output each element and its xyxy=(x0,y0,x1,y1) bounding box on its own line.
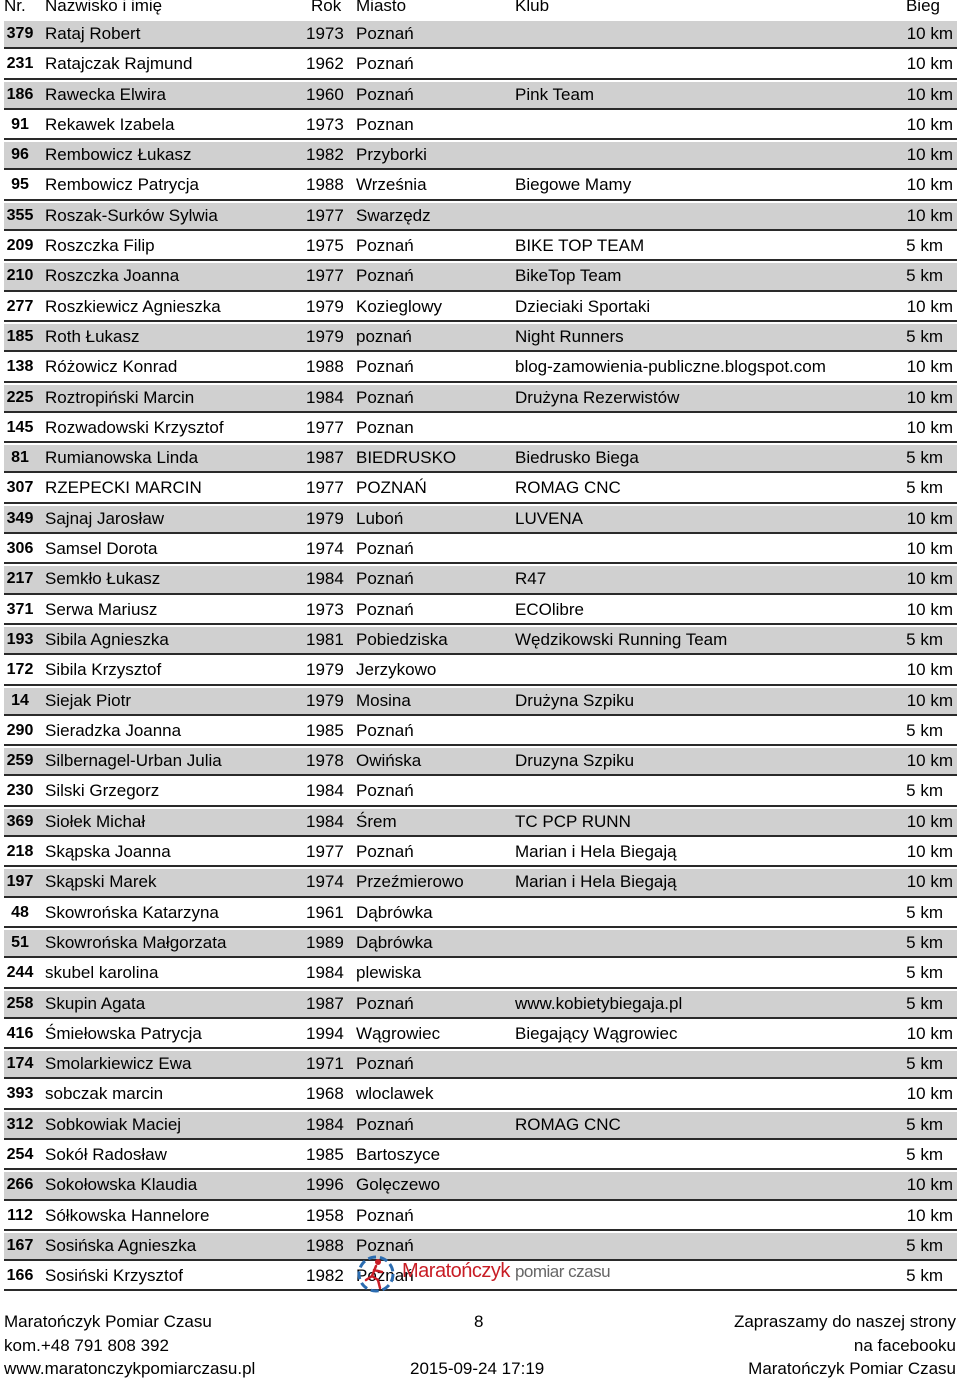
bib-number: 138 xyxy=(6,358,34,376)
participant-name: Roszkiewicz Agnieszka xyxy=(45,296,221,316)
participant-name: Sibila Agnieszka xyxy=(45,629,169,649)
city: Poznań xyxy=(356,24,414,43)
table-row xyxy=(4,688,957,716)
table-row xyxy=(4,960,957,988)
participant-name: Skupin Agata xyxy=(45,993,146,1013)
table-row xyxy=(4,718,957,746)
table-row xyxy=(4,869,957,897)
bib-number: 259 xyxy=(6,752,34,770)
participant-name: Sokół Radosław xyxy=(45,1144,167,1164)
bib-number: 355 xyxy=(6,206,34,224)
participant-name: Siejak Piotr xyxy=(45,690,131,710)
bib-number: 218 xyxy=(6,843,34,861)
race-distance: 10 km xyxy=(906,842,953,862)
city: Poznań xyxy=(356,54,414,74)
race-distance: 10 km xyxy=(906,1084,953,1104)
race-distance: 10 km xyxy=(906,1205,953,1225)
bib-number: 254 xyxy=(6,1145,34,1163)
table-row xyxy=(4,1203,957,1231)
club: R47 xyxy=(515,569,547,589)
table-row xyxy=(4,172,957,200)
birth-year: 1979 xyxy=(306,326,344,346)
birth-year: 1977 xyxy=(306,842,344,862)
birth-year: 1974 xyxy=(306,539,344,559)
race-distance: 5 km xyxy=(906,629,943,649)
birth-year: 1989 xyxy=(306,932,344,952)
bib-number: 349 xyxy=(6,509,34,527)
race-distance: 5 km xyxy=(906,1235,943,1255)
race-distance: 5 km xyxy=(906,902,943,922)
birth-year: 1978 xyxy=(306,751,344,771)
bib-number: 14 xyxy=(11,691,29,709)
participant-name: Skąpska Joanna xyxy=(45,842,171,862)
city: Poznań xyxy=(356,993,414,1013)
city: Kozieglowy xyxy=(356,296,442,316)
club: Biegowe Mamy xyxy=(515,175,632,195)
participant-name: Roztropiński Marcin xyxy=(45,387,195,407)
bib-number: 95 xyxy=(11,176,29,194)
table-row xyxy=(4,1021,957,1049)
club: Wędzikowski Running Team xyxy=(515,629,728,649)
birth-year: 1985 xyxy=(306,720,344,740)
bib-number: 172 xyxy=(6,661,34,679)
birth-year: 1961 xyxy=(306,902,344,922)
table-row xyxy=(4,203,957,231)
bib-number: 91 xyxy=(11,115,29,133)
race-distance: 10 km xyxy=(906,872,953,892)
race-distance: 5 km xyxy=(906,781,943,801)
city: plewiska xyxy=(356,963,422,983)
bib-number: 416 xyxy=(6,1024,34,1042)
city: Śrem xyxy=(356,811,397,831)
city: Poznań xyxy=(356,357,414,377)
birth-year: 1977 xyxy=(306,478,344,498)
club: BikeTop Team xyxy=(515,266,622,286)
participant-name: Silski Grzegorz xyxy=(45,781,160,801)
city: Pobiedziska xyxy=(356,629,448,649)
race-distance: 10 km xyxy=(906,690,953,710)
header-club: Klub xyxy=(515,0,550,15)
table-row xyxy=(4,1112,957,1140)
participant-name: Rumianowska Linda xyxy=(45,448,199,468)
bib-number: 210 xyxy=(6,267,34,285)
city: Owińska xyxy=(356,751,422,771)
header-run: Bieg xyxy=(905,0,940,15)
club: Drużyna Szpiku xyxy=(515,690,635,710)
city: Poznań xyxy=(356,720,414,740)
club: blog-zamowienia-publiczne.blogspot.com xyxy=(515,357,826,377)
participant-name: Samsel Dorota xyxy=(45,539,158,559)
birth-year: 1984 xyxy=(306,1114,344,1134)
bib-number: 379 xyxy=(6,25,34,42)
race-distance: 10 km xyxy=(906,599,953,619)
table-row xyxy=(4,112,957,140)
table-row xyxy=(4,51,957,79)
participant-name: Semkło Łukasz xyxy=(45,569,161,589)
birth-year: 1960 xyxy=(306,84,344,104)
birth-year: 1994 xyxy=(306,1023,344,1043)
birth-year: 1984 xyxy=(306,963,344,983)
table-row xyxy=(4,445,957,473)
race-distance: 10 km xyxy=(906,1023,953,1043)
race-distance: 5 km xyxy=(906,1114,943,1134)
table-row xyxy=(4,597,957,625)
race-distance: 10 km xyxy=(906,569,953,589)
race-distance: 10 km xyxy=(906,1175,953,1195)
city: Wągrowiec xyxy=(356,1023,441,1043)
city: Poznań xyxy=(356,236,414,256)
race-distance: 5 km xyxy=(906,478,943,498)
race-distance: 10 km xyxy=(906,114,953,134)
bib-number: 217 xyxy=(6,570,34,588)
birth-year: 1979 xyxy=(306,690,344,710)
race-distance: 5 km xyxy=(906,932,943,952)
table-row xyxy=(4,475,957,503)
bib-number: 290 xyxy=(6,721,34,739)
bib-number: 393 xyxy=(6,1085,34,1103)
table-row xyxy=(4,82,957,110)
participant-name: Rawecka Elwira xyxy=(45,84,166,104)
table-row xyxy=(4,991,957,1019)
participant-name: Rembowicz Łukasz xyxy=(45,145,192,165)
birth-year: 1979 xyxy=(306,296,344,316)
birth-year: 1971 xyxy=(306,1054,344,1074)
footer-datetime: 2015-09-24 17:19 xyxy=(410,1359,545,1378)
participant-name: Sółkowska Hannelore xyxy=(45,1205,210,1225)
city: Golęczewo xyxy=(356,1175,441,1195)
table-row xyxy=(4,900,957,928)
birth-year: 1987 xyxy=(306,993,344,1013)
city: Poznań xyxy=(356,539,414,559)
bib-number: 197 xyxy=(6,873,34,891)
table-row xyxy=(4,566,957,594)
birth-year: 1962 xyxy=(306,54,344,74)
city: Mosina xyxy=(356,690,411,710)
participant-name: Siołek Michał xyxy=(45,811,146,831)
table-row xyxy=(4,657,957,685)
table-row xyxy=(4,627,957,655)
bib-number: 112 xyxy=(7,1206,33,1224)
city: Poznan xyxy=(356,417,414,437)
table-row xyxy=(4,233,957,261)
race-distance: 5 km xyxy=(906,236,943,256)
birth-year: 1977 xyxy=(306,266,344,286)
results-table xyxy=(4,21,957,1293)
bib-number: 145 xyxy=(6,418,34,436)
table-row xyxy=(4,930,957,958)
bib-number: 312 xyxy=(6,1115,34,1133)
club: Marian i Hela Biegają xyxy=(515,842,677,862)
participant-name: Sieradzka Joanna xyxy=(45,720,182,740)
city: Poznań xyxy=(356,1266,414,1286)
table-row xyxy=(4,1172,957,1200)
bib-number: 244 xyxy=(6,964,34,982)
header-nr: Nr. xyxy=(4,0,26,15)
race-distance: 10 km xyxy=(906,296,953,316)
participant-name: Sosiński Krzysztof xyxy=(45,1266,183,1286)
bib-number: 185 xyxy=(6,327,34,345)
city: Września xyxy=(356,175,427,195)
race-distance: 5 km xyxy=(906,963,943,983)
participant-name: Sokołowska Klaudia xyxy=(45,1175,198,1195)
participant-name: Skowrońska Katarzyna xyxy=(45,902,219,922)
race-distance: 10 km xyxy=(906,145,953,165)
bib-number: 81 xyxy=(11,449,29,467)
logo-suffix: pomiar czasu xyxy=(514,1262,611,1281)
table-row xyxy=(4,354,957,382)
city: Swarzędz xyxy=(356,205,431,225)
club: Drużyna Rezerwistów xyxy=(515,387,680,407)
birth-year: 1984 xyxy=(306,569,344,589)
birth-year: 1977 xyxy=(306,205,344,225)
birth-year: 1988 xyxy=(306,357,344,377)
participant-name: Serwa Mariusz xyxy=(45,599,158,619)
race-distance: 10 km xyxy=(906,357,953,377)
birth-year: 1974 xyxy=(306,872,344,892)
city: Luboń xyxy=(356,508,404,528)
club: Biegający Wągrowiec xyxy=(515,1023,678,1043)
participant-name: Śmiełowska Patrycja xyxy=(45,1023,202,1043)
city: Poznań xyxy=(356,569,414,589)
logo xyxy=(354,1250,614,1294)
participant-name: Sosińska Agnieszka xyxy=(45,1235,197,1255)
participant-name: RZEPECKI MARCIN xyxy=(45,478,202,498)
birth-year: 1979 xyxy=(306,508,344,528)
participant-name: Roszczka Filip xyxy=(45,236,155,256)
table-row xyxy=(4,536,957,564)
logo-brand: Maratończyk xyxy=(402,1260,510,1282)
city: Poznań xyxy=(356,599,414,619)
bib-number: 209 xyxy=(6,237,34,255)
club: Night Runners xyxy=(515,326,624,346)
participant-name: skubel karolina xyxy=(45,963,159,983)
table-row xyxy=(4,142,957,170)
city: Poznań xyxy=(356,842,414,862)
footer-phone: kom.+48 791 808 392 xyxy=(4,1336,169,1355)
table-row xyxy=(4,1142,957,1170)
participant-name: Smolarkiewicz Ewa xyxy=(45,1054,192,1074)
participant-name: sobczak marcin xyxy=(45,1084,164,1104)
city: Poznań xyxy=(356,387,414,407)
participant-name: Rembowicz Patrycja xyxy=(45,175,199,195)
race-distance: 10 km xyxy=(906,175,953,195)
table-header xyxy=(0,0,960,20)
club: TC PCP RUNN xyxy=(515,811,631,831)
birth-year: 1982 xyxy=(306,1266,344,1286)
city: Poznań xyxy=(356,781,414,801)
header-year: Rok xyxy=(311,0,342,15)
race-distance: 5 km xyxy=(906,448,943,468)
participant-name: Rozwadowski Krzysztof xyxy=(45,417,224,437)
race-distance: 10 km xyxy=(906,205,953,225)
city: Dąbrówka xyxy=(356,932,433,952)
birth-year: 1958 xyxy=(306,1205,344,1225)
bib-number: 306 xyxy=(6,540,34,558)
race-distance: 10 km xyxy=(906,751,953,771)
bib-number: 51 xyxy=(11,933,29,951)
birth-year: 1975 xyxy=(306,236,344,256)
city: Poznań xyxy=(356,1114,414,1134)
table-row xyxy=(4,506,957,534)
birth-year: 1973 xyxy=(306,599,344,619)
participant-name: Sibila Krzysztof xyxy=(45,660,162,680)
footer-invite-line1: Zapraszamy do naszej strony xyxy=(733,1312,956,1331)
birth-year: 1988 xyxy=(306,1235,344,1255)
participant-name: Roszak-Surków Sylwia xyxy=(45,205,218,225)
city: poznań xyxy=(356,326,412,346)
birth-year: 1985 xyxy=(306,1144,344,1164)
city: Poznań xyxy=(356,84,414,104)
header-city: Miasto xyxy=(356,0,407,15)
race-distance: 10 km xyxy=(906,660,953,680)
bib-number: 266 xyxy=(6,1176,34,1194)
city: BIEDRUSKO xyxy=(356,448,457,468)
participant-name: Sobkowiak Maciej xyxy=(45,1114,182,1134)
table-row xyxy=(4,385,957,413)
participant-name: Rataj Robert xyxy=(45,24,141,43)
footer-invite-line2[interactable]: na facebooku xyxy=(853,1336,956,1355)
club: Pink Team xyxy=(515,84,595,104)
city: Poznań xyxy=(356,1054,414,1074)
city: Dąbrówka xyxy=(356,902,433,922)
birth-year: 1979 xyxy=(306,660,344,680)
city: Poznań xyxy=(356,266,414,286)
participant-name: Skowrońska Małgorzata xyxy=(45,932,227,952)
bib-number: 369 xyxy=(6,812,34,830)
participant-name: Roth Łukasz xyxy=(45,326,140,346)
table-row xyxy=(4,778,957,806)
race-distance: 10 km xyxy=(906,539,953,559)
bib-number: 167 xyxy=(6,1236,34,1254)
footer-page-number: 8 xyxy=(474,1312,484,1331)
race-distance: 5 km xyxy=(906,993,943,1013)
table-row xyxy=(4,324,957,352)
table-row xyxy=(4,294,957,322)
table-row xyxy=(4,1051,957,1079)
birth-year: 1977 xyxy=(306,417,344,437)
table-row xyxy=(4,415,957,443)
table-row xyxy=(4,263,957,291)
club: Marian i Hela Biegają xyxy=(515,872,677,892)
city: wloclawek xyxy=(356,1084,434,1104)
race-distance: 10 km xyxy=(906,417,953,437)
city: POZNAŃ xyxy=(356,478,427,498)
city: Bartoszyce xyxy=(356,1144,441,1164)
birth-year: 1984 xyxy=(306,387,344,407)
city: Poznań xyxy=(356,1205,414,1225)
club: ROMAG CNC xyxy=(515,478,621,498)
race-distance: 5 km xyxy=(906,1054,943,1074)
city: Jerzykowo xyxy=(356,660,437,680)
city: Przyborki xyxy=(356,145,427,165)
race-distance: 10 km xyxy=(906,811,953,831)
city: Przeźmierowo xyxy=(356,872,464,892)
race-distance: 10 km xyxy=(906,54,953,74)
bib-number: 371 xyxy=(6,600,34,618)
city: Poznań xyxy=(356,1235,414,1255)
footer-website[interactable]: www.maratonczykpomiarczasu.pl xyxy=(4,1359,256,1378)
bib-number: 96 xyxy=(11,146,29,164)
race-distance: 5 km xyxy=(906,1266,943,1286)
participant-name: Sajnaj Jarosław xyxy=(45,508,165,528)
birth-year: 1973 xyxy=(306,114,344,134)
table-row xyxy=(4,809,957,837)
bib-number: 230 xyxy=(6,782,34,800)
race-distance: 5 km xyxy=(906,266,943,286)
bib-number: 48 xyxy=(11,903,29,921)
bib-number: 258 xyxy=(6,994,34,1012)
bib-number: 193 xyxy=(6,630,34,648)
bib-number: 186 xyxy=(6,85,34,103)
club: ECOlibre xyxy=(515,599,584,619)
birth-year: 1984 xyxy=(306,811,344,831)
participant-name: Roszczka Joanna xyxy=(45,266,180,286)
birth-year: 1984 xyxy=(306,781,344,801)
logo-runner-icon xyxy=(354,1250,402,1294)
birth-year: 1996 xyxy=(306,1175,344,1195)
race-distance: 10 km xyxy=(906,387,953,407)
club: BIKE TOP TEAM xyxy=(515,236,645,256)
participant-name: Rekawek Izabela xyxy=(45,114,175,134)
header-name: Nazwisko i imię xyxy=(45,0,163,15)
birth-year: 1968 xyxy=(306,1084,344,1104)
table-row xyxy=(4,21,957,49)
club: Dzieciaki Sportaki xyxy=(515,296,651,316)
logo-text xyxy=(402,1260,610,1283)
race-distance: 10 km xyxy=(906,508,953,528)
club: ROMAG CNC xyxy=(515,1114,621,1134)
club: www.kobietybiegaja.pl xyxy=(515,993,683,1013)
footer-company: Maratończyk Pomiar Czasu xyxy=(4,1312,212,1331)
participant-name: Skąpski Marek xyxy=(45,872,157,892)
participant-name: Ratajczak Rajmund xyxy=(45,54,193,74)
birth-year: 1973 xyxy=(306,24,344,43)
bib-number: 174 xyxy=(6,1055,34,1073)
club: Biedrusko Biega xyxy=(515,448,639,468)
birth-year: 1987 xyxy=(306,448,344,468)
footer-company-right: Maratończyk Pomiar Czasu xyxy=(748,1359,956,1378)
bib-number: 307 xyxy=(6,479,34,497)
race-distance: 5 km xyxy=(906,326,943,346)
club: Druzyna Szpiku xyxy=(515,751,635,771)
birth-year: 1982 xyxy=(306,145,344,165)
race-distance: 10 km xyxy=(906,84,953,104)
race-distance: 5 km xyxy=(906,1144,943,1164)
city: Poznan xyxy=(356,114,414,134)
table-row xyxy=(4,748,957,776)
bib-number: 166 xyxy=(6,1267,34,1285)
bib-number: 225 xyxy=(6,388,34,406)
race-distance: 5 km xyxy=(906,720,943,740)
bib-number: 277 xyxy=(6,297,34,315)
birth-year: 1988 xyxy=(306,175,344,195)
table-row xyxy=(4,839,957,867)
participant-name: Różowicz Konrad xyxy=(45,357,178,377)
table-row xyxy=(4,1081,957,1109)
participant-name: Silbernagel-Urban Julia xyxy=(45,751,222,771)
club: LUVENA xyxy=(515,508,584,528)
bib-number: 231 xyxy=(6,55,34,73)
race-distance: 10 km xyxy=(906,24,953,43)
birth-year: 1981 xyxy=(306,629,344,649)
